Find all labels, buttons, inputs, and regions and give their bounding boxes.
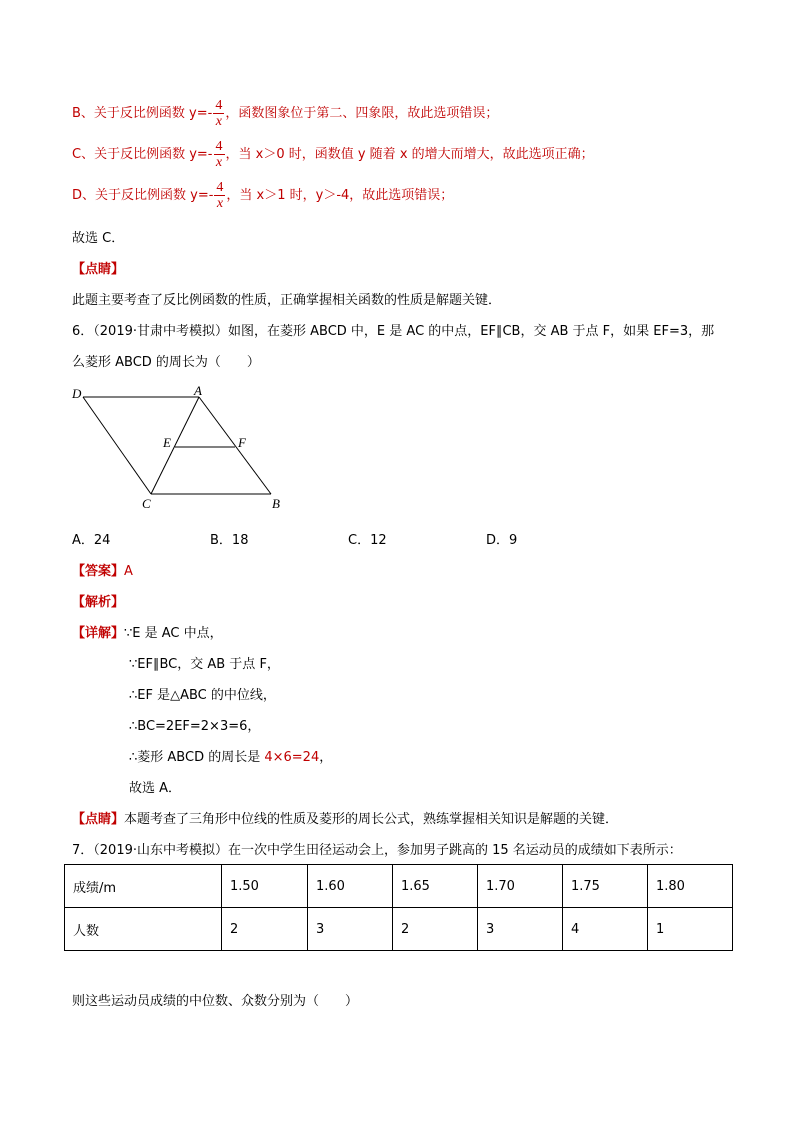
detail-line-5-pre: ∴菱形 ABCD 的周长是 (129, 750, 265, 765)
option-d-prev (72, 180, 453, 211)
comment-label: 【点睛】 (72, 812, 125, 827)
detail-line-4: ∴BC=2EF=2×3=6， (129, 719, 261, 734)
table-row (65, 865, 733, 908)
detail-line-1 (72, 622, 223, 641)
table-cell: 1.70 (478, 865, 563, 908)
table-cell: 人数 (65, 908, 222, 951)
q6-option-a: A．24 (72, 533, 111, 548)
detail-line-5-val: 4×6=24 (264, 750, 320, 765)
detail-text-1: ∵E 是 AC 中点， (124, 626, 223, 641)
q6-comment (72, 808, 618, 827)
detail-line-3: ∴EF 是△ABC 的中位线， (129, 688, 276, 703)
option-c-post: ，当 x＞0 时，函数值 y 随着 x 的增大而增大，故此选项正确； (225, 147, 594, 162)
side-ab (199, 397, 271, 494)
label-f: F (238, 435, 246, 450)
comment-label-prev: 【点睛】 (72, 262, 125, 277)
scores-table (64, 864, 733, 951)
q6-line1: 6．（2019·甘肃中考模拟）如图，在菱形 ABCD 中，E 是 AC 的中点，EF∥CB，交 AB 于点 F，如果 EF=3，那 (72, 324, 715, 339)
label-a: A (194, 383, 202, 398)
label-b: B (272, 496, 280, 511)
fraction: $\frac{4}{x}$ (215, 98, 223, 129)
comment-text-prev: 此题主要考查了反比例函数的性质，正确掌握相关函数的性质是解题关键． (72, 293, 502, 308)
label-c: C (142, 496, 151, 511)
table-cell: 2 (393, 908, 478, 951)
detail-line-5 (129, 746, 332, 765)
table-cell: 3 (308, 908, 393, 951)
fraction: $\frac{4}{x}$ (215, 139, 223, 170)
table-cell: 3 (478, 908, 563, 951)
option-b-pre: B、关于反比例函数 y=- (72, 106, 213, 121)
q6-option-c: C．12 (348, 533, 387, 548)
answer-label: 【答案】 (72, 564, 125, 579)
fraction: $\frac{4}{x}$ (216, 180, 224, 211)
table-cell: 4 (563, 908, 648, 951)
analysis-label: 【解析】 (72, 595, 125, 610)
table-cell: 1.60 (308, 865, 393, 908)
q7-line1: 7．（2019·山东中考模拟）在一次中学生田径运动会上，参加男子跳高的 15 名运动员的成绩如下表所示： (72, 843, 682, 858)
table-cell: 1 (648, 908, 733, 951)
detail-label: 【详解】 (72, 626, 125, 641)
option-b-prev (72, 98, 498, 129)
table-cell: 1.75 (563, 865, 648, 908)
side-cd (83, 397, 151, 494)
table-cell: 2 (222, 908, 308, 951)
detail-choose: 故选 A． (129, 781, 182, 796)
q6-answer (72, 560, 133, 579)
table-row (65, 908, 733, 951)
q6-option-d: D．9 (486, 533, 518, 548)
table-cell: 1.80 (648, 865, 733, 908)
table-cell: 1.65 (393, 865, 478, 908)
detail-line-2: ∵EF∥BC，交 AB 于点 F， (129, 657, 280, 672)
option-c-pre: C、关于反比例函数 y=- (72, 147, 213, 162)
q6-line2: 么菱形 ABCD 的周长为（ ） (72, 355, 260, 370)
label-e: E (163, 435, 171, 450)
diagonal-ac (151, 397, 199, 494)
comment-text: 本题考查了三角形中位线的性质及菱形的周长公式，熟练掌握相关知识是解题的关键． (124, 812, 619, 827)
table-cell: 1.50 (222, 865, 308, 908)
option-d-post: ，当 x＞1 时，y＞-4，故此选项错误； (226, 188, 454, 203)
answer-value: A (124, 564, 133, 579)
q7-question: 则这些运动员成绩的中位数、众数分别为（ ） (72, 994, 359, 1009)
label-d: D (72, 386, 82, 401)
rhombus-figure (66, 382, 296, 517)
prev-choose: 故选 C． (72, 231, 125, 246)
option-c-prev (72, 139, 594, 170)
option-d-pre: D、关于反比例函数 y=- (72, 188, 214, 203)
detail-line-5-post: ， (319, 750, 333, 765)
table-cell: 成绩/m (65, 865, 222, 908)
option-b-post: ，函数图象位于第二、四象限，故此选项错误； (225, 106, 499, 121)
q6-option-b: B．18 (210, 533, 249, 548)
